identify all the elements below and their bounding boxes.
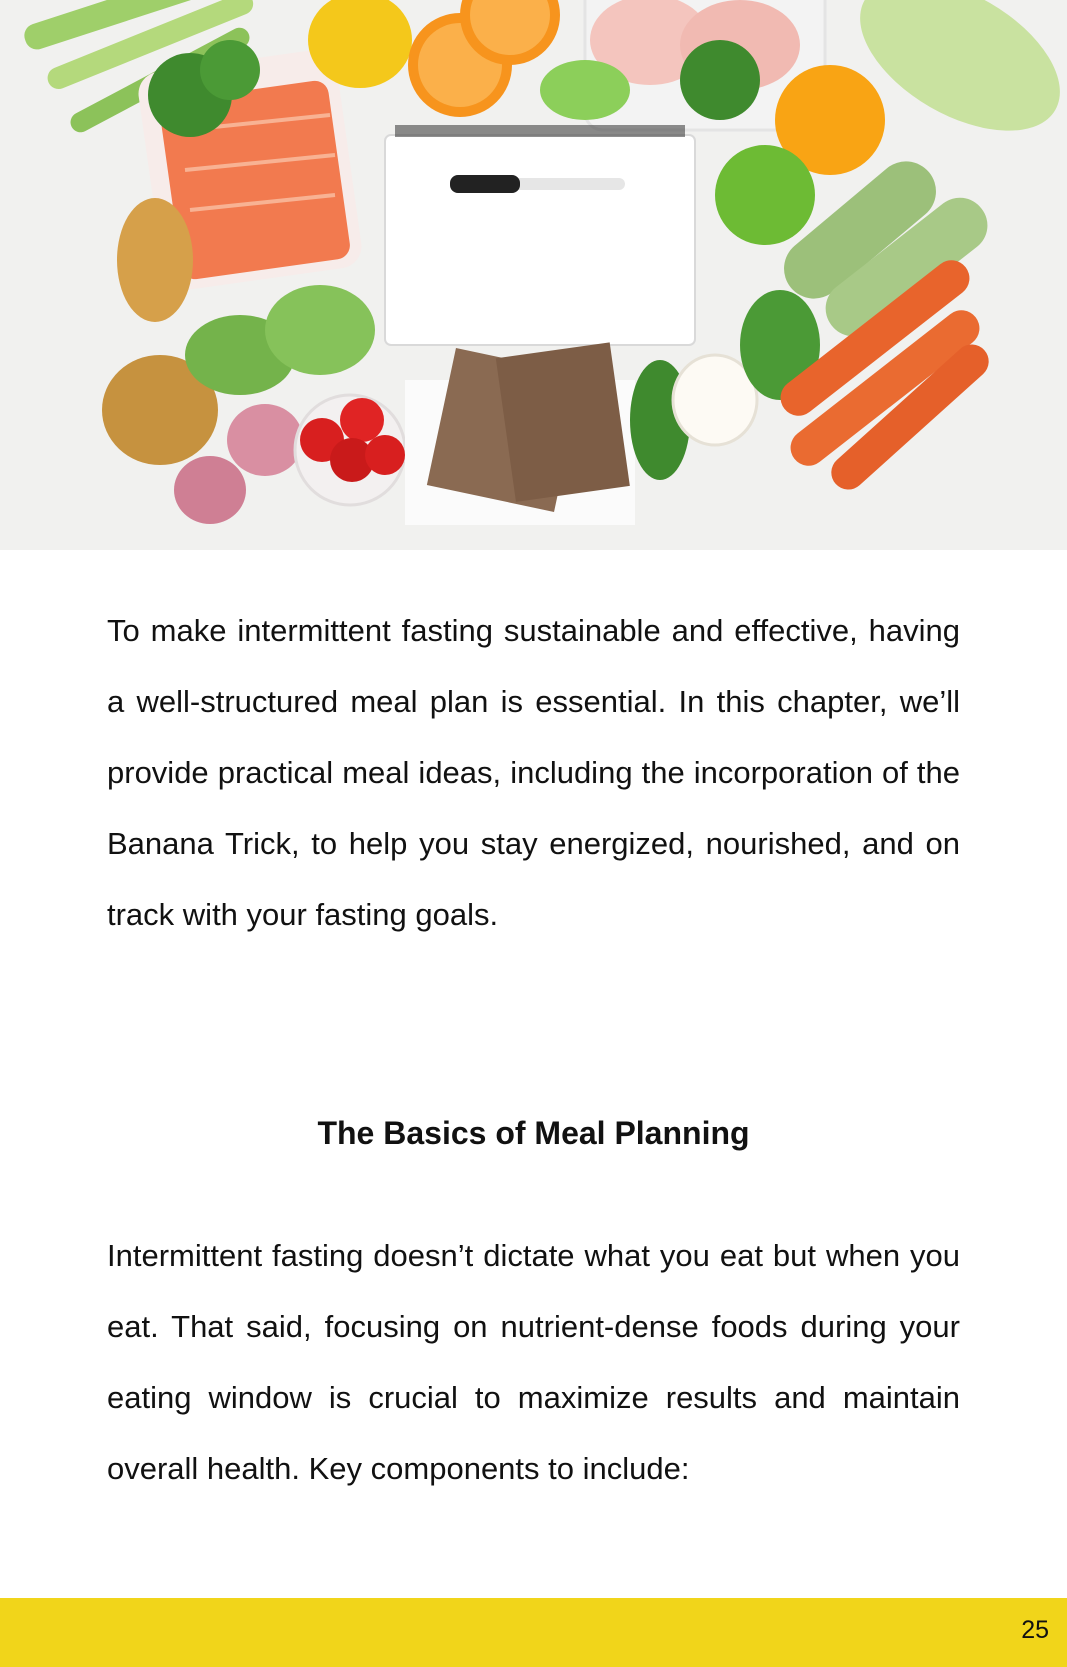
section-heading: The Basics of Meal Planning: [317, 1115, 750, 1151]
intro-paragraph: To make intermittent fasting sustainable and effective, having a well-structured meal plan is essential. In this chapter, we’ll provide practical meal ideas, including the incorporation of the Banana Trick, to help you stay energized, nourished, and on track with your fasting goals.: [107, 613, 960, 932]
notebook-icon: [385, 125, 695, 345]
tomato-icon: [295, 395, 405, 505]
food-flatlay-illustration: [0, 0, 1067, 550]
hero-image: [0, 0, 1067, 550]
turnip-icon: [117, 198, 193, 322]
main-content: [107, 595, 960, 1486]
lettuce-icon: [540, 60, 630, 120]
page-number: 25: [1021, 1616, 1049, 1644]
apple-icon: [715, 145, 815, 245]
radish-icon: [227, 404, 303, 476]
page-footer: [0, 1598, 1067, 1667]
section-paragraph: Intermittent fasting doesn’t dictate what you eat but when you eat. That said, focusing on nutrient-dense foods during your eating window is crucial to maximize results and maintain overall health. Key components to include:: [107, 1238, 960, 1486]
